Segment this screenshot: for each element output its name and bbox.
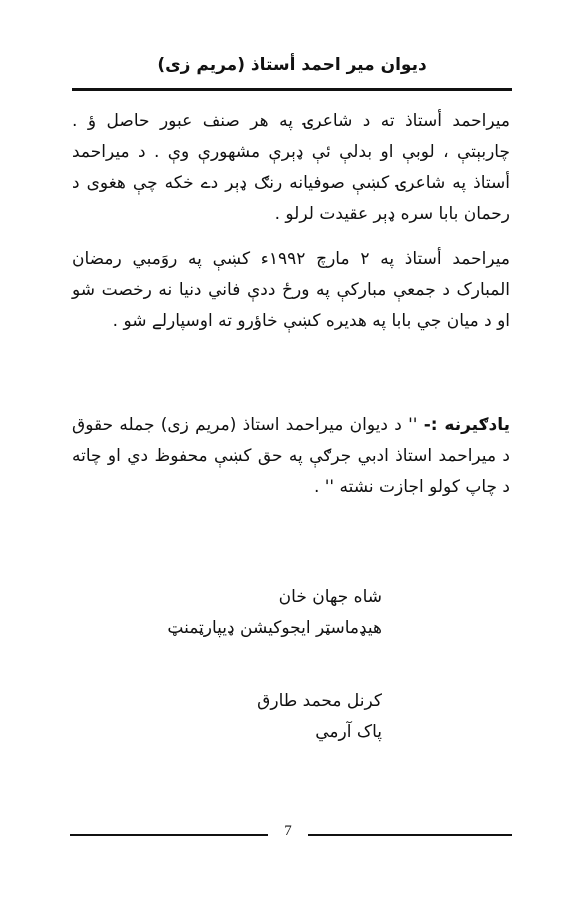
signature-block-2 bbox=[257, 686, 382, 748]
signatory-title: هیډماسټر ایجوکیشن ډیپارټمنټ bbox=[167, 618, 382, 638]
page-number: 7 bbox=[284, 823, 292, 839]
notice-text: '' د دیوان میراحمد استاذ (مریم زی) جمله حقوق د میراحمد استاذ ادبي جرګې په حق کښې محفوظ دي او چاته د چاپ کولو اجازت نشته '' . bbox=[72, 415, 510, 497]
signatory-name: شاه جهان خان bbox=[278, 587, 382, 607]
copyright-notice bbox=[72, 410, 510, 503]
signatory-title: پاک آرمي bbox=[315, 722, 382, 742]
body-paragraph-2: میراحمد أستاذ په ۲ مارچ ۱۹۹۲ء کښې په روَمبي رمضان المبارک د جمعې مبارکې په ورځ ددې فاني دنیا نه رخصت شو او د میان جي بابا په هدیره کښې خاؤرو ته اوسپارلے شو . bbox=[72, 249, 510, 331]
notice-label: یادګیرنه :- bbox=[423, 415, 510, 435]
signature-block-1 bbox=[167, 582, 382, 644]
signatory-name: کرنل محمد طارق bbox=[257, 691, 382, 711]
footer-divider-left bbox=[70, 834, 268, 836]
page-header-title: دیوان میر احمد أستاذ (مریم زی) bbox=[157, 55, 427, 75]
body-paragraph-1: میراحمد أستاذ ته د شاعرۍ په هر صنف عبور حاصل ؤ . چاربېتې ، لوبې او بدلې ئې ډېرې مشهورې وې . د میراحمد أستاذ په شاعرۍ کښې صوفیانه رنګ ډېر دے خکه چې هغوی د رحمان بابا سره ډېر عقیدت لرلو . bbox=[72, 111, 510, 224]
footer-divider-right bbox=[308, 834, 512, 836]
header-divider bbox=[72, 88, 512, 91]
